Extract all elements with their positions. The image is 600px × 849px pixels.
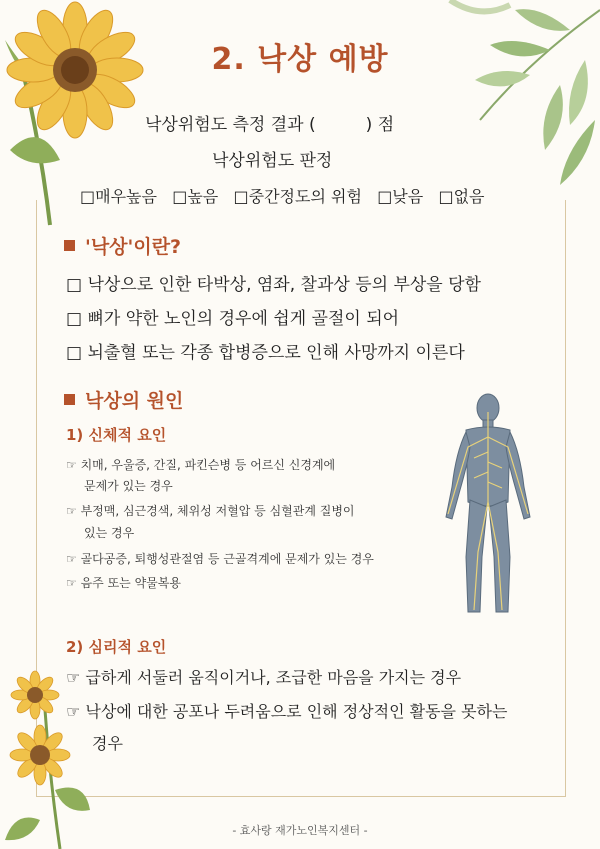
risk-result-suffix: ) 점: [365, 115, 395, 135]
risk-result-label: [145, 110, 394, 135]
physical-factor-line: ☞ 치매, 우울증, 간질, 파킨슨병 등 어르신 신경계에: [66, 458, 336, 472]
nervous-system-figure: [438, 392, 538, 622]
risk-option-medium: □중간정도의 위험: [233, 187, 362, 206]
square-bullet-icon: [64, 240, 75, 251]
leaves-illustration-top-right: [420, 0, 600, 200]
risk-option-high: □높음: [172, 187, 219, 206]
physical-factor-line: ☞ 부정맥, 심근경색, 체위성 저혈압 등 심혈관계 질병이: [66, 504, 355, 518]
what-is-item: □ 뼈가 약한 노인의 경우에 쉽게 골절이 되어: [66, 309, 400, 329]
causes-heading: [64, 386, 183, 413]
physical-factor-line: ☞ 음주 또는 약물복용: [66, 576, 181, 590]
square-bullet-icon: [64, 394, 75, 405]
physical-factors-title: 1) 신체적 요인: [66, 426, 167, 444]
physical-factor-line: 문제가 있는 경우: [84, 479, 173, 493]
physical-factor-line: 있는 경우: [84, 526, 135, 540]
psychological-factor-line: ☞ 급하게 서둘러 움직이거나, 조급한 마음을 가지는 경우: [66, 668, 462, 687]
what-is-item: □ 낙상으로 인한 타박상, 염좌, 찰과상 등의 부상을 당함: [66, 275, 481, 295]
risk-option-very-high: □매우높음: [80, 187, 157, 206]
risk-option-none: □없음: [438, 187, 485, 206]
risk-judgement-label: 낙상위험도 판정: [212, 151, 333, 171]
causes-heading-text: 낙상의 원인: [85, 390, 184, 412]
page-title: 2. 낙상 예방: [211, 42, 389, 77]
what-is-fall-heading: [64, 232, 181, 259]
risk-result-prefix: 낙상위험도 측정 결과 (: [145, 115, 316, 135]
risk-options: [80, 184, 485, 207]
psychological-factors-title: 2) 심리적 요인: [66, 638, 167, 656]
what-is-fall-heading-text: '낙상'이란?: [85, 236, 182, 258]
physical-factor-line: ☞ 골다공증, 퇴행성관절염 등 근골격계에 문제가 있는 경우: [66, 552, 374, 566]
what-is-item: □ 뇌출혈 또는 각종 합병증으로 인해 사망까지 이른다: [66, 343, 465, 363]
psychological-factor-line: ☞ 낙상에 대한 공포나 두려움으로 인해 정상적인 활동을 못하는: [66, 702, 508, 721]
psychological-factor-line: 경우: [92, 734, 123, 753]
risk-option-low: □낮음: [377, 187, 424, 206]
footer-organization: - 효사랑 재가노인복지센터 -: [232, 824, 368, 837]
